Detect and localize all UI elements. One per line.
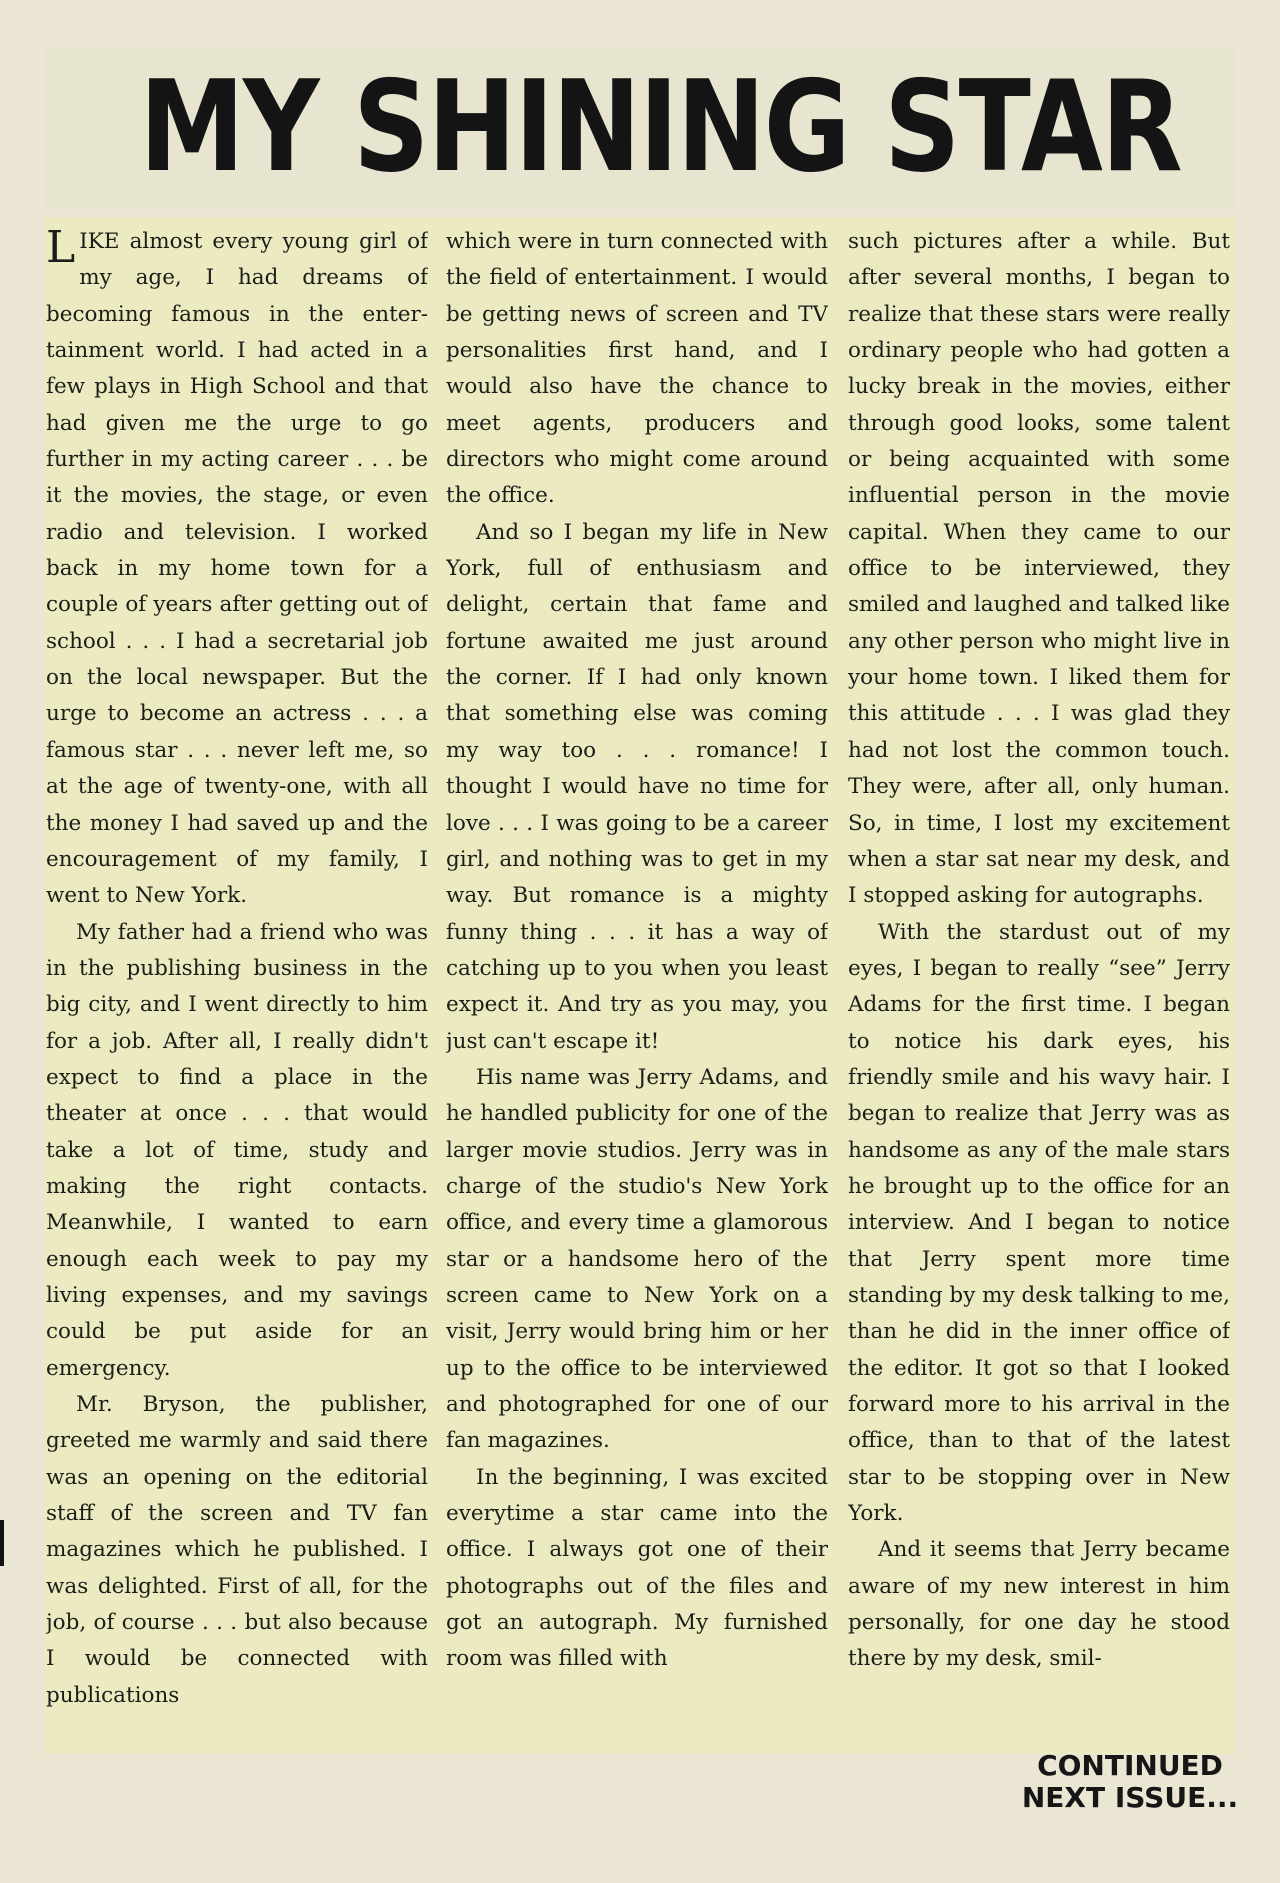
story-paragraph: And it seems that Jerry became aware of my new interest in him personally, for one day he stood there by my desk, smil- xyxy=(848,1537,1230,1672)
continued-next-issue xyxy=(1010,1750,1250,1814)
story-paragraph: With the stardust out of my eyes, I began to really “see” Jerry Adams for the first time. I began to notice his dark eyes, his friendly smile and his wavy hair. I began to realize that Jerry was as handsome as any of the male stars he brought up to the office for an interview. And I began to notice that Jerry spent more time standing by my desk talking to me, than he did in the inner office of the editor. It got so that I looked forward more to his arrival in the office, than to that of the latest star to be stopping over in New York. xyxy=(848,919,1230,1527)
story-column-3 xyxy=(848,224,1230,1742)
story-column-2 xyxy=(446,224,828,1742)
paragraph-text: IKE almost every young girl of my age, I had dreams of becoming famous in the entertainment world. I had acted in a few plays in High School and that had given me the urge to go further in my acting career . . . be it the movies, the stage, or even radio and television. I worked back in my home town for a couple of years after getting out of school . . . I had a secretarial job on the local newspaper. But the urge to become an actress . . . a famous star . . . never left me, so at the age of twenty-one, with all the money I had saved up and the encouragement of my family, I went to New York. xyxy=(46,229,428,909)
continued-line-1: CONTINUED xyxy=(1037,1749,1223,1782)
story-paragraph: which were in turn connected with the field of entertainment. I would be getting news of screen and TV personalities first hand, and I would also have the chance to meet agents, producers and directors who might come around the office. xyxy=(446,229,828,509)
story-paragraph xyxy=(46,224,428,915)
story-paragraph: such pictures after a while. But after several months, I began to realize that these stars were really ordinary people who had gotten a lucky break in the movies, either through good looks, some talent or being acquainted with some influential person in the movie capital. When they came to our office to be interviewed, they smiled and laughed and talked like any other person who might live in your home town. I liked them for this attitude . . . I was glad they had not lost the common touch. They were, after all, only human. So, in time, I lost my excitement when a star sat near my desk, and I stopped asking for autographs. xyxy=(848,229,1230,909)
continued-line-2: NEXT ISSUE... xyxy=(1021,1781,1239,1814)
page-edge-mark xyxy=(0,1520,4,1566)
story-paragraph: And so I began my life in New York, full of enthusiasm and delight, certain that fame and fortune awaited me just around the corner. If I had only known that something else was coming my way too . . . romance! I thought I would have no time for love . . . I was going to be a career girl, and nothing was to get in my way. But romance is a mighty funny thing . . . it has a way of catching up to you when you least expect it. And try as you may, you just can't escape it! xyxy=(446,519,828,1054)
page-title: MY SHINING STAR xyxy=(139,53,1182,200)
story-paragraph: In the beginning, I was excited everytime a star came into the office. I always got one of their photographs out of the files and got an autograph. My furnished room was filled with xyxy=(446,1464,828,1672)
drop-cap: L xyxy=(46,224,76,273)
story-paragraph: His name was Jerry Adams, and he handled publicity for one of the larger movie studios. Jerry was in charge of the studio's New York office, and every time a glamorous star or a handsome hero of the screen came to New York on a visit, Jerry would bring him or her up to the office to be interviewed and photographed for one of our fan magazines. xyxy=(446,1064,828,1454)
story-column-1 xyxy=(46,224,428,1742)
story-paragraph: My father had a friend who was in the publishing business in the big city, and I went directly to him for a job. After all, I really didn't expect to find a place in the theater at once . . . that would take a lot of time, study and making the right contacts. Meanwhile, I wanted to earn enough each week to pay my living expenses, and my savings could be put aside for an emergency. xyxy=(46,919,428,1381)
story-paragraph: Mr. Bryson, the publisher, greeted me warmly and said there was an opening on the editorial staff of the screen and TV fan magazines which he published. I was delighted. First of all, for the job, of course . . . but also because I would be connected with publications xyxy=(46,1392,428,1708)
